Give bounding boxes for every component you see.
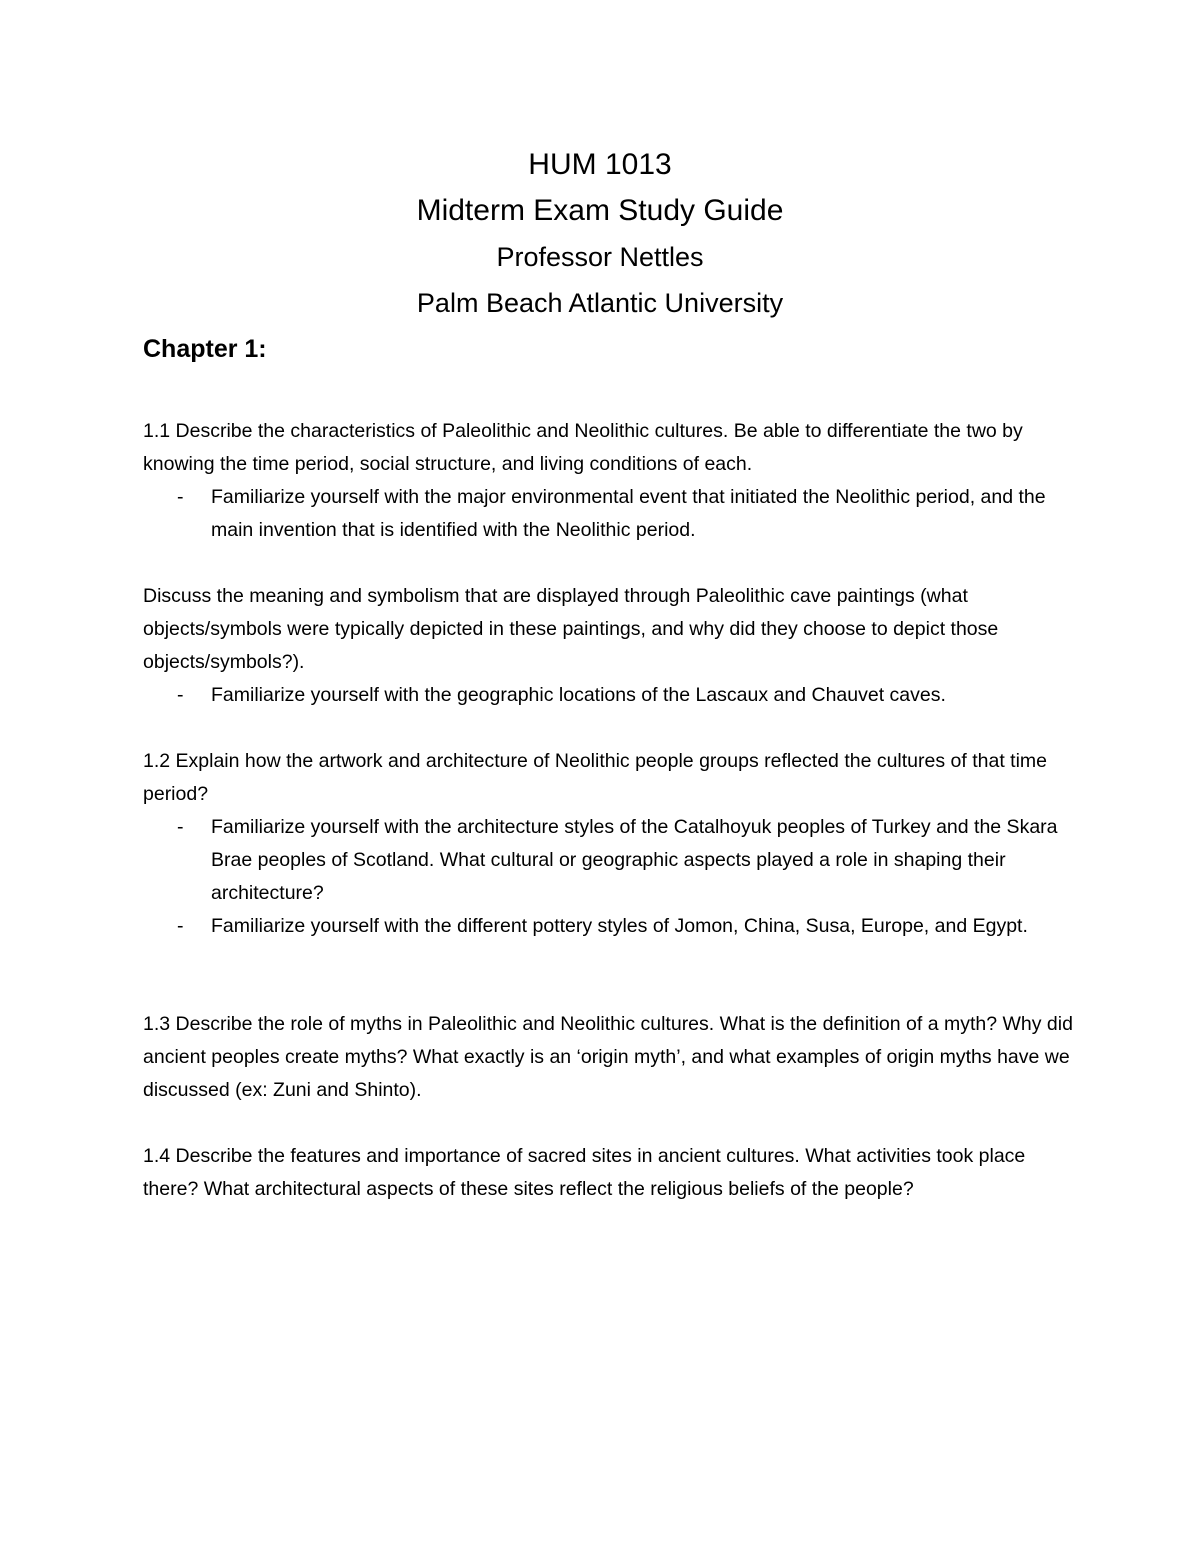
title-block xyxy=(0,142,1200,326)
bullet-text: Familiarize yourself with the architecture styles of the Catalhoyuk peoples of Turkey and the Skara Brae peoples of Scotland. What cultural or geographic aspects played a role in shaping their architecture? xyxy=(211,816,1058,904)
section-1-2-text: 1.2 Explain how the artwork and architecture of Neolithic people groups reflected the cultures of that time period? xyxy=(143,750,1047,805)
professor-name: Professor Nettles xyxy=(496,242,704,272)
bullet-marker: - xyxy=(177,816,184,838)
bullet-item xyxy=(143,811,1073,910)
section-1-1-bullets xyxy=(143,481,1073,547)
bullet-item xyxy=(143,910,1073,943)
bullet-marker: - xyxy=(177,486,184,508)
course-code: HUM 1013 xyxy=(528,148,672,181)
section-1-3-text: 1.3 Describe the role of myths in Paleolithic and Neolithic cultures. What is the definition of a myth? Why did ancient peoples create myths? What exactly is an ‘origin myth’, and what examples of origin myths have we discussed (ex: Zuni and Shinto). xyxy=(143,1013,1073,1101)
bullet-text: Familiarize yourself with the major environmental event that initiated the Neolithic period, and the main invention that is identified with the Neolithic period. xyxy=(211,486,1046,541)
section-1-1-text: 1.1 Describe the characteristics of Paleolithic and Neolithic cultures. Be able to differentiate the two by knowing the time period, social structure, and living conditions of each. xyxy=(143,420,1023,475)
bullet-item xyxy=(143,481,1073,547)
cave-paintings-text: Discuss the meaning and symbolism that are displayed through Paleolithic cave paintings (what objects/symbols were typically depicted in these paintings, and why did they choose to depict those objects/symbols?). xyxy=(143,585,999,673)
bullet-text: Familiarize yourself with the different pottery styles of Jomon, China, Susa, Europe, and Egypt. xyxy=(211,915,1028,937)
section-1-2-bullets xyxy=(143,811,1073,943)
bullet-item xyxy=(143,679,1073,712)
cave-paintings-bullets xyxy=(143,679,1073,712)
bullet-marker: - xyxy=(177,684,184,706)
bullet-marker: - xyxy=(177,915,184,937)
bullet-text: Familiarize yourself with the geographic locations of the Lascaux and Chauvet caves. xyxy=(211,684,946,706)
university-name: Palm Beach Atlantic University xyxy=(416,288,784,318)
section-1-4-text: 1.4 Describe the features and importance of sacred sites in ancient cultures. What activities took place there? What architectural aspects of these sites reflect the religious beliefs of the people? xyxy=(143,1145,1026,1200)
chapter-heading: Chapter 1: xyxy=(143,335,267,363)
document-title: Midterm Exam Study Guide xyxy=(416,194,784,227)
